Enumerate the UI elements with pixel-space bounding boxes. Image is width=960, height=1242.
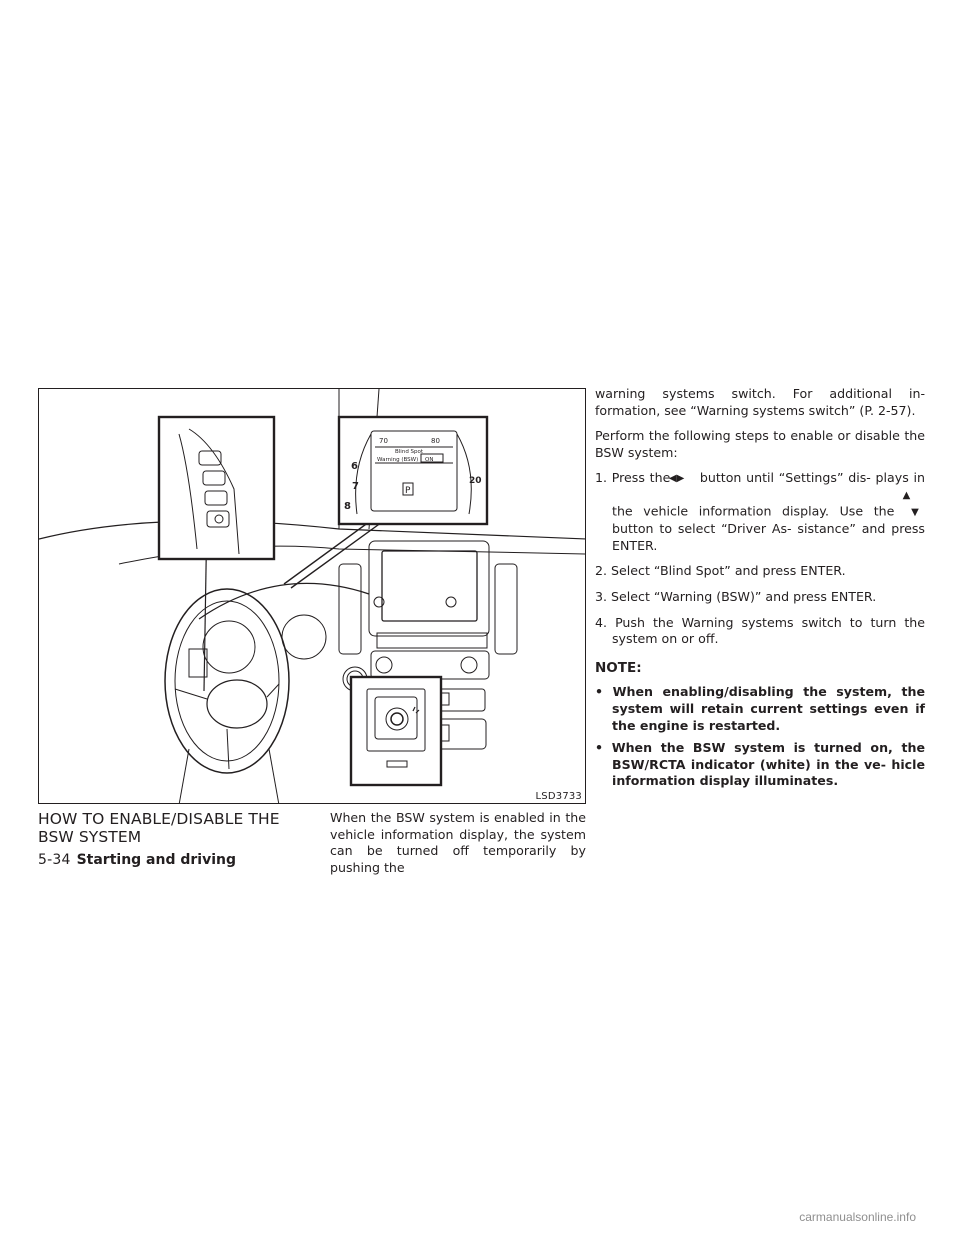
dashboard-drawing: [39, 389, 586, 804]
intro-text-part2: warning systems switch. For additional in- formation, see “Warning systems switch” (P. 2-57).: [595, 386, 925, 418]
step-number: 1.: [595, 470, 608, 486]
tick-20: 20: [469, 476, 482, 486]
step-number: 2.: [595, 563, 608, 579]
tick-8: 8: [344, 501, 351, 512]
step-text: Select “Warning (BSW)” and press ENTER.: [611, 588, 877, 604]
display-on: ON: [425, 457, 434, 463]
step-number: 4.: [595, 614, 608, 630]
left-right-arrows-icon: ◀▶: [668, 473, 685, 485]
right-column: [595, 386, 925, 796]
inset-warning-switch: [351, 677, 441, 785]
display-speed-80: 80: [431, 437, 440, 445]
display-speed-70: 70: [379, 437, 388, 445]
watermark: carmanualsonline.info: [799, 1210, 916, 1224]
display-blind-spot: Blind Spot: [395, 449, 424, 455]
step-text: Push the Warning systems switch to turn the system on or off.: [612, 614, 925, 647]
step-2: [595, 563, 925, 580]
step-3: [595, 589, 925, 606]
tick-7: 7: [352, 481, 359, 492]
intro-text-part1: When the BSW system is enabled in the vehicle information display, the system can be turned off temporarily by pushing the: [330, 810, 586, 875]
step-1: [595, 470, 925, 554]
gear-indicator: P: [405, 486, 411, 496]
inset-steering-switches: [159, 417, 274, 559]
page-number: 5-34: [38, 852, 71, 868]
step-text: Select “Blind Spot” and press ENTER.: [611, 563, 846, 579]
up-down-arrows-icon: ▲ ▼: [902, 489, 919, 518]
display-warning-bsw: Warning (BSW): [377, 457, 419, 463]
note-title: NOTE:: [595, 659, 642, 676]
step-number: 3.: [595, 588, 608, 604]
step-text: Press the: [611, 470, 671, 486]
section-heading: HOW TO ENABLE/DISABLE THE BSW SYSTEM: [38, 810, 280, 846]
note-bullet: • When enabling/disabling the system, the system will retain current settings even if the engine is restarted.: [595, 684, 925, 733]
tick-6: 6: [351, 461, 358, 472]
figure-code: LSD3733: [535, 791, 582, 802]
note-text: When enabling/disabling the system, the system will retain current settings even if the engine is restarted.: [612, 684, 925, 733]
intro-paragraph-part1: [330, 810, 586, 876]
perform-text: Perform the following steps to enable or disable the BSW system:: [595, 428, 925, 460]
svg-text:70: [379, 437, 388, 445]
dashboard-illustration: [38, 388, 586, 804]
step-text: button until “Settings” dis- plays in the vehicle information display. Use the: [612, 470, 925, 519]
footer-section: Starting and driving: [76, 852, 237, 868]
note-bullet: • When the BSW system is turned on, the BSW/RCTA indicator (white) in the ve- hicle information display illuminates.: [595, 740, 925, 789]
inset-cluster-display: [339, 417, 487, 524]
page-footer: [38, 852, 236, 868]
step-4: [595, 615, 925, 648]
step-text: button to select “Driver As- sistance” and press ENTER.: [612, 521, 925, 553]
note-text: When the BSW system is turned on, the BSW/RCTA indicator (white) in the ve- hicle information display illuminates.: [611, 740, 925, 789]
